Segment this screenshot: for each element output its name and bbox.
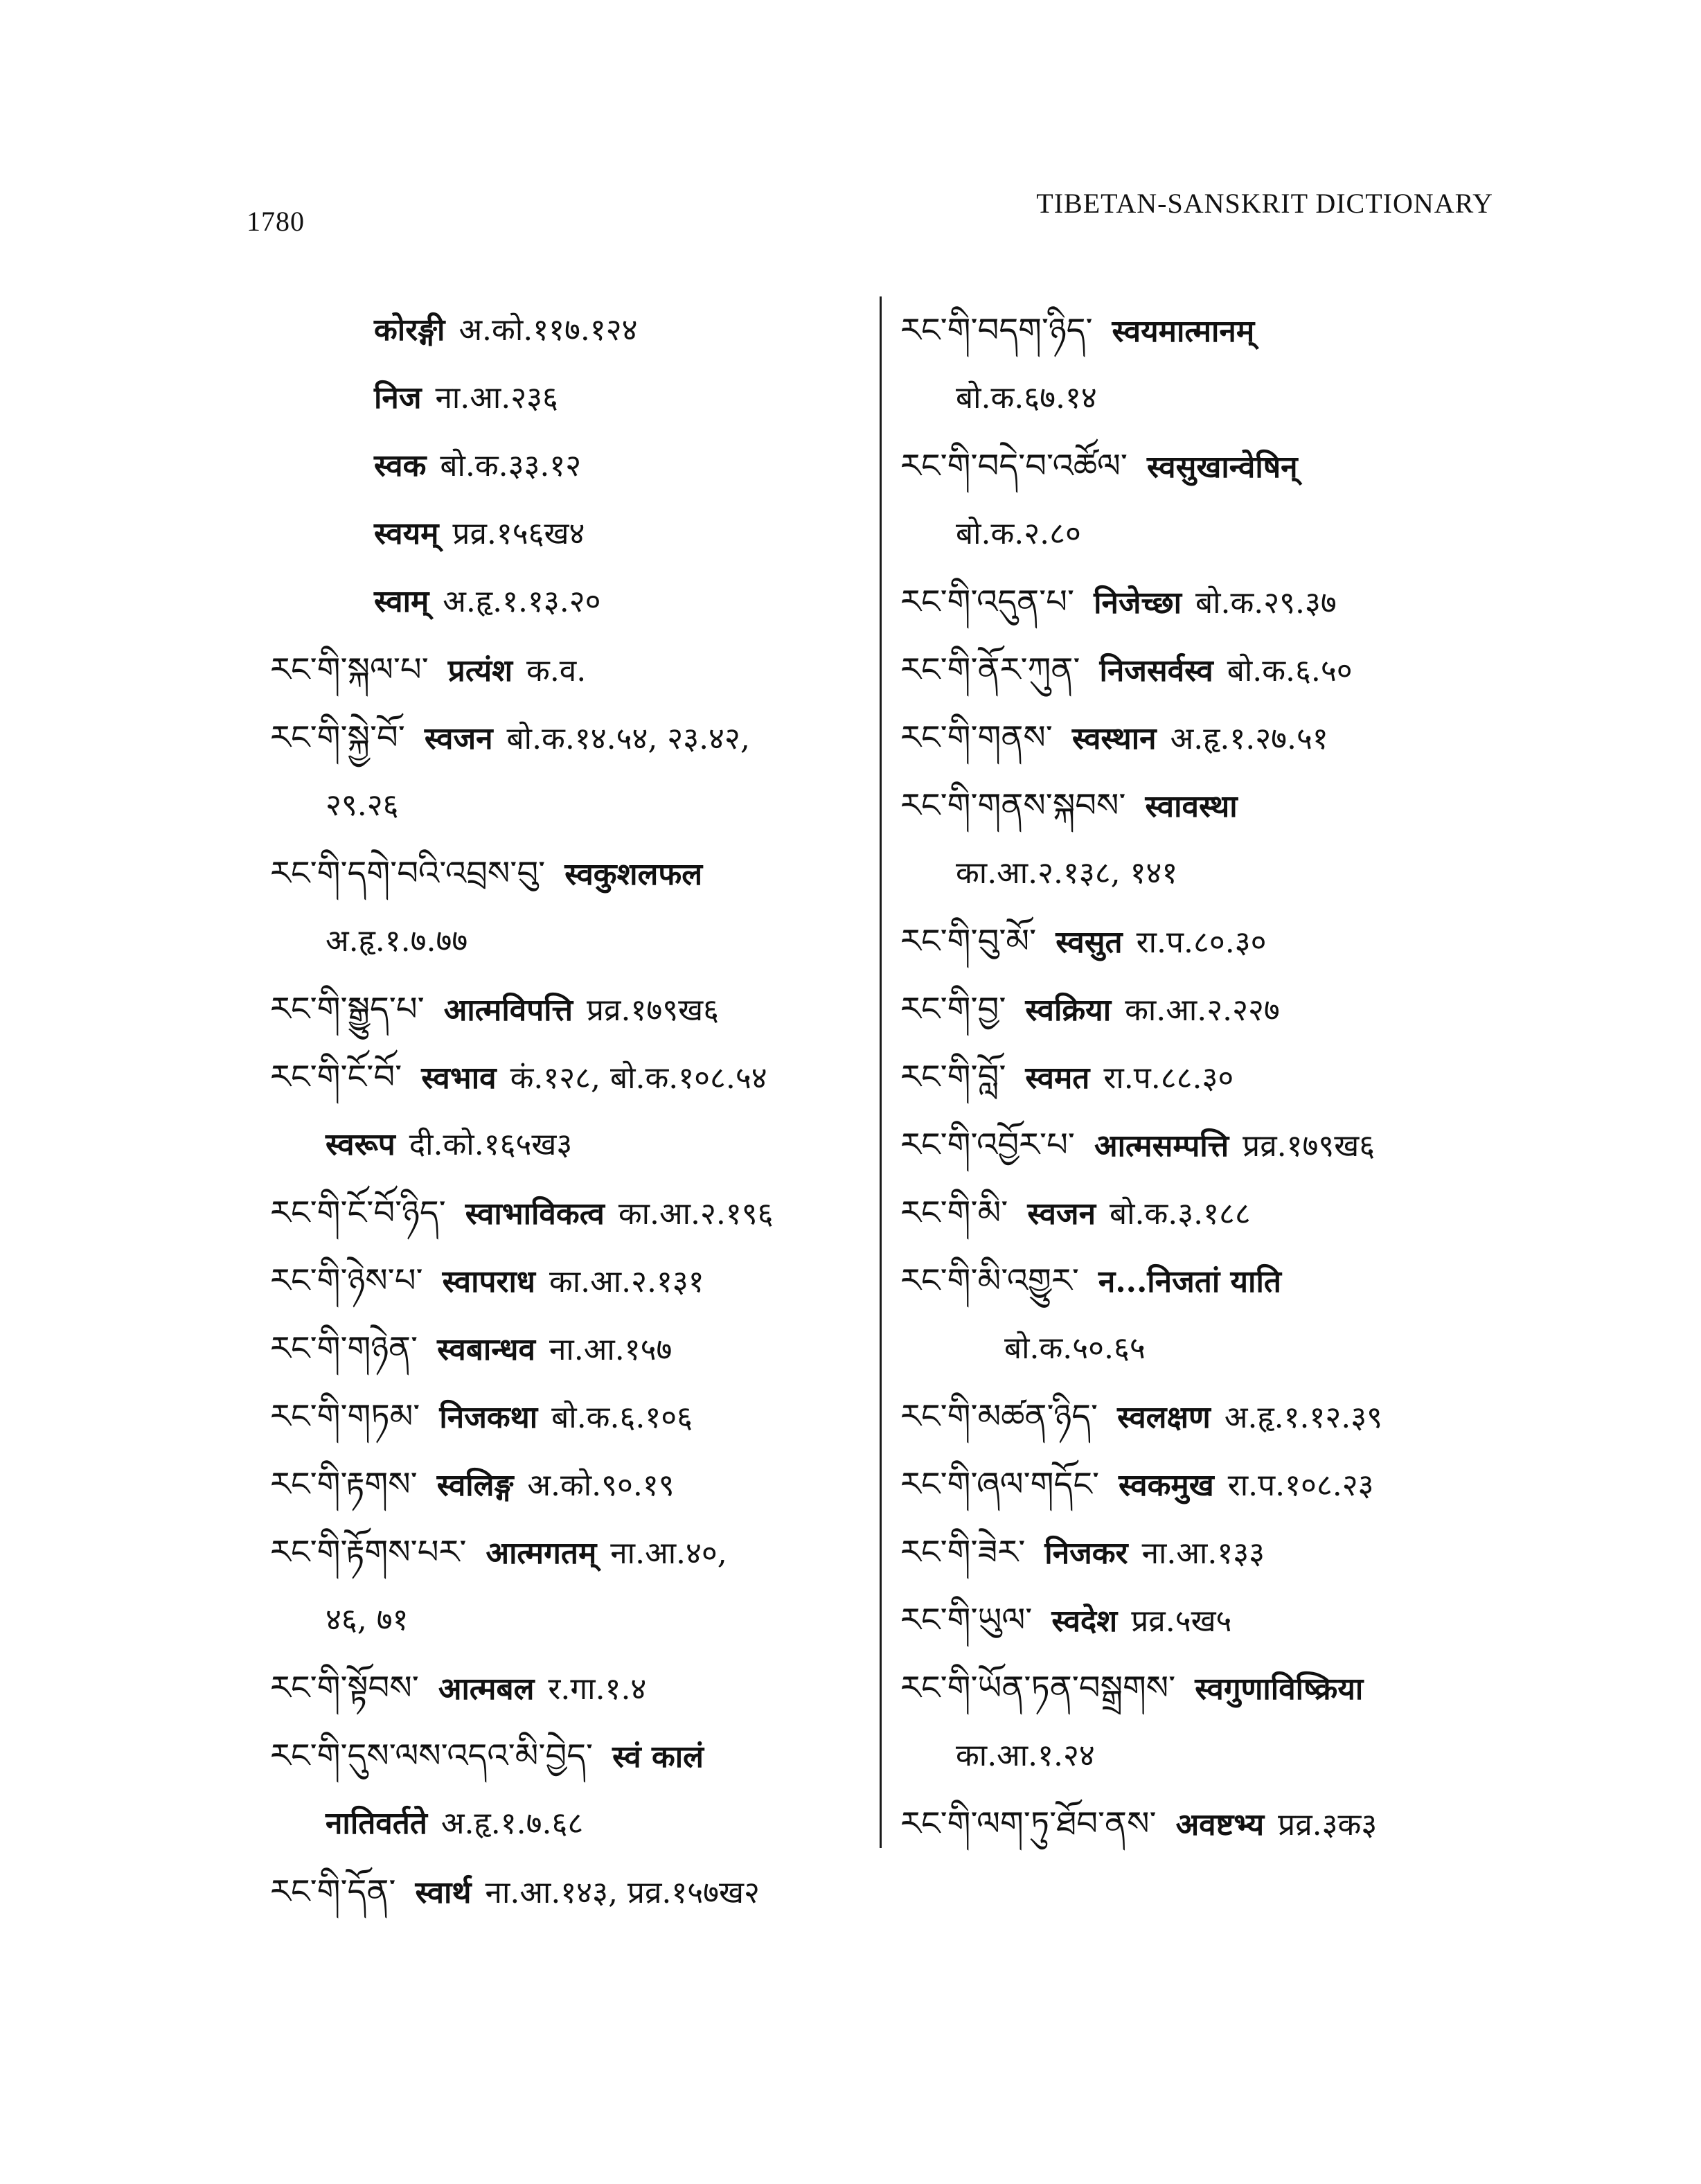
sanskrit-term: स्वं कालं xyxy=(612,1739,704,1775)
entry-line xyxy=(900,364,1496,432)
entry-line xyxy=(900,1383,1496,1450)
sanskrit-term: स्वमत xyxy=(1025,1060,1090,1096)
entry-line xyxy=(270,568,866,636)
entry-line xyxy=(270,1247,866,1315)
entry-line xyxy=(270,1111,866,1179)
reference: ४६, ७१ xyxy=(326,1602,409,1637)
tibetan-term: རང་གི་སྟོབས་ xyxy=(270,1669,419,1707)
sanskrit-term: निजकथा xyxy=(439,1400,538,1435)
entry-line xyxy=(270,1383,866,1450)
reference: ना.आ.४०, xyxy=(610,1536,727,1571)
entry-line xyxy=(900,1043,1496,1111)
sanskrit-term: स्वगुणाविष्क्रिया xyxy=(1195,1671,1364,1707)
reference: का.आ.२.१३८, १४१ xyxy=(956,855,1178,891)
tibetan-term: རང་གི་གཉེན་ xyxy=(270,1329,418,1368)
sanskrit-term: स्वयमात्मानम् xyxy=(1112,314,1255,349)
entry-line xyxy=(270,907,866,975)
tibetan-term: རང་གི་དགེ་བའི་འབྲས་བུ་ xyxy=(270,854,546,893)
sanskrit-term: स्वाभाविकत्व xyxy=(465,1196,605,1232)
reference: का.आ.२.१९६ xyxy=(618,1196,774,1232)
reference: र.गा.१.४ xyxy=(548,1671,647,1707)
entry-line xyxy=(900,296,1496,364)
tibetan-term: རང་གི་ཟེར་ xyxy=(900,1533,1026,1572)
reference: ना.आ.१५७ xyxy=(549,1332,673,1367)
entry-line xyxy=(270,704,866,772)
tibetan-term: རང་གི་བདག་ཉིད་ xyxy=(900,311,1093,350)
entry-line xyxy=(900,704,1496,772)
sanskrit-term: न...निजतां याति xyxy=(1098,1264,1281,1299)
sanskrit-term: स्वावस्था xyxy=(1145,789,1238,824)
sanskrit-term: स्वक्रिया xyxy=(1025,993,1112,1028)
entry-line xyxy=(900,432,1496,500)
sanskrit-term: आत्मसम्पत्ति xyxy=(1094,1128,1229,1164)
tibetan-term: རང་གི་ཉེས་པ་ xyxy=(270,1261,423,1300)
reference: क.व. xyxy=(526,653,587,689)
reference: बो.क.३३.१२ xyxy=(440,448,582,483)
sanskrit-term: स्वक xyxy=(374,448,427,483)
entry-line xyxy=(270,772,866,840)
sanskrit-term: स्वभाव xyxy=(421,1060,497,1096)
page-number: 1780 xyxy=(247,206,305,237)
tibetan-term: རང་གི་ངོ་བོ་ xyxy=(270,1058,402,1097)
sanskrit-term: स्वकुशलफल xyxy=(564,857,703,892)
sanskrit-term: स्वयम् xyxy=(374,516,439,551)
reference: प्रव्र.३क३ xyxy=(1278,1807,1378,1843)
sanskrit-term: निजेच्छा xyxy=(1094,585,1182,621)
column-divider xyxy=(880,296,882,1848)
reference: अ.हृ.१.१२.३९ xyxy=(1224,1400,1383,1435)
sanskrit-term: स्वलक्षण xyxy=(1117,1400,1211,1435)
entry-line xyxy=(900,1518,1496,1586)
reference: का.आ.२.२२७ xyxy=(1125,993,1280,1028)
sanskrit-term: आत्मविपत्ति xyxy=(443,993,573,1028)
entry-line xyxy=(270,1654,866,1722)
reference: अ.को.११७.१२४ xyxy=(458,312,638,348)
sanskrit-term: स्वार्थ xyxy=(415,1875,472,1910)
sanskrit-term: स्वसुत xyxy=(1056,925,1123,960)
reference: अ.हृ.१.७.६८ xyxy=(440,1806,584,1841)
tibetan-term: རང་གི་ཞལ་གདོང་ xyxy=(900,1465,1100,1504)
reference: अ.को.९०.१९ xyxy=(527,1468,675,1503)
reference: ना.आ.२३६ xyxy=(435,380,558,416)
entry-line xyxy=(270,1586,866,1654)
reference: बो.क.६.५० xyxy=(1227,653,1353,689)
entry-line xyxy=(900,1247,1496,1315)
entry-line xyxy=(900,636,1496,704)
entry-line xyxy=(900,1315,1496,1383)
reference: रा.प.८०.३० xyxy=(1136,925,1267,960)
entry-line xyxy=(270,1450,866,1518)
reference: बो.क.२९.३७ xyxy=(1195,585,1337,621)
tibetan-term: རང་གི་གནས་སྐབས་ xyxy=(900,786,1126,825)
sanskrit-term: अवष्टभ्य xyxy=(1175,1807,1265,1843)
reference: अ.हृ.१.१३.२० xyxy=(443,584,601,619)
reference: बो.क.१४.५४, २३.४२, xyxy=(506,721,750,756)
reference: दी.को.१६५ख३ xyxy=(409,1127,573,1162)
reference: प्रव्र.१७९ख६ xyxy=(1243,1128,1375,1164)
entry-line xyxy=(270,1790,866,1858)
entry-line xyxy=(900,1450,1496,1518)
reference: कं.१२८, बो.क.१०८.५४ xyxy=(510,1060,767,1096)
tibetan-term: རང་གི་རྟགས་ xyxy=(270,1465,418,1504)
tibetan-term: རང་གི་ནོར་ཀུན་ xyxy=(900,650,1080,689)
sanskrit-term: आत्मगतम् xyxy=(486,1536,597,1571)
entry-line xyxy=(900,1654,1496,1722)
entry-line xyxy=(900,1179,1496,1247)
entry-line xyxy=(270,1858,866,1926)
reference: ना.आ.१३३ xyxy=(1141,1536,1265,1571)
entry-line xyxy=(900,1586,1496,1654)
entry-line xyxy=(270,432,866,500)
sanskrit-term: स्वसुखान्वेषिन् xyxy=(1147,450,1298,485)
tibetan-term: རང་གི་སྒྱུད་པ་ xyxy=(270,990,425,1029)
tibetan-term: རང་གི་དོན་ xyxy=(270,1872,396,1911)
tibetan-term: རང་གི་ཡོན་ཏན་བསྒྲགས་ xyxy=(900,1669,1176,1707)
sanskrit-term: स्वबान्धव xyxy=(437,1332,535,1367)
entry-line xyxy=(270,975,866,1043)
reference: का.आ.२.१३१ xyxy=(549,1264,704,1299)
reference: बो.क.६७.१४ xyxy=(956,380,1097,416)
entry-line xyxy=(270,1315,866,1383)
tibetan-term: རང་གི་རྟོགས་པར་ xyxy=(270,1533,467,1572)
entry-line xyxy=(270,296,866,364)
tibetan-term: རང་གི་བུ་མོ་ xyxy=(900,922,1037,961)
sanskrit-term: स्वदेश xyxy=(1051,1604,1118,1639)
reference: अ.हृ.१.७.७७ xyxy=(326,923,468,959)
sanskrit-term: स्वलिङ्ग xyxy=(436,1468,514,1503)
entry-line xyxy=(270,1518,866,1586)
sanskrit-term: प्रत्यंश xyxy=(447,653,513,689)
tibetan-term: རང་གི་མི་འགྱུར་ xyxy=(900,1261,1079,1300)
sanskrit-term: निजकर xyxy=(1044,1536,1128,1571)
right-column xyxy=(900,296,1496,1848)
reference: प्रव्र.१७९ख६ xyxy=(586,993,719,1028)
reference: बो.क.६.१०६ xyxy=(551,1400,693,1435)
sanskrit-term: स्वजन xyxy=(424,721,493,756)
entry-line xyxy=(900,568,1496,636)
entry-line xyxy=(900,500,1496,568)
sanskrit-term: निज xyxy=(374,380,422,416)
tibetan-term: རང་གི་བྱ་ xyxy=(900,990,1006,1029)
tibetan-term: རང་གི་བདེ་བ་འཚོལ་ xyxy=(900,447,1128,486)
tibetan-term: རང་གི་ལག་ཏུ་ཐོབ་ནས་ xyxy=(900,1804,1157,1843)
sanskrit-term: निजसर्वस्व xyxy=(1099,653,1213,689)
sanskrit-term: नातिवर्तते xyxy=(326,1806,427,1841)
entry-line xyxy=(270,1722,866,1790)
tibetan-term: རང་གི་གཏམ་ xyxy=(270,1397,420,1436)
reference: २९.२६ xyxy=(326,788,399,823)
entry-line xyxy=(900,1790,1496,1858)
tibetan-term: རང་གི་སྐལ་པ་ xyxy=(270,650,429,689)
reference: प्रव्र.५ख५ xyxy=(1131,1604,1232,1639)
reference: अ.हृ.१.२७.५१ xyxy=(1170,721,1328,756)
sanskrit-term: कोरङ्गी xyxy=(374,312,445,348)
entry-line xyxy=(270,840,866,907)
reference: ना.आ.१४३, प्रव्र.१५७ख२ xyxy=(485,1875,760,1910)
sanskrit-term: स्वजन xyxy=(1027,1196,1096,1232)
entry-line xyxy=(270,636,866,704)
sanskrit-term: स्वकमुख xyxy=(1119,1468,1214,1503)
sanskrit-term: स्वापराध xyxy=(442,1264,535,1299)
entry-line xyxy=(270,364,866,432)
sanskrit-term: स्वाम् xyxy=(374,584,429,619)
entry-line xyxy=(900,772,1496,840)
reference: बो.क.२.८० xyxy=(956,516,1081,551)
tibetan-term: རང་གི་གནས་ xyxy=(900,718,1053,757)
entry-line xyxy=(900,907,1496,975)
reference: बो.क.५०.६५ xyxy=(1004,1331,1146,1366)
entry-line xyxy=(270,1179,866,1247)
running-head: TIBETAN-SANSKRIT DICTIONARY xyxy=(1036,188,1493,219)
entry-line xyxy=(270,1043,866,1111)
sanskrit-term: स्वरूप xyxy=(326,1127,395,1162)
tibetan-term: རང་གི་དུས་ལས་འདའ་མི་བྱེད་ xyxy=(270,1737,594,1775)
sanskrit-term: आत्मबल xyxy=(438,1671,535,1707)
entry-line xyxy=(900,975,1496,1043)
tibetan-term: རང་གི་མཚན་ཉིད་ xyxy=(900,1397,1098,1436)
entry-line xyxy=(900,1111,1496,1179)
tibetan-term: རང་གི་འདུན་པ་ xyxy=(900,583,1075,621)
tibetan-term: རང་གི་ངོ་བོ་ཉིད་ xyxy=(270,1193,446,1232)
sanskrit-term: स्वस्थान xyxy=(1071,721,1157,756)
left-column xyxy=(270,296,866,1911)
entry-line xyxy=(270,500,866,568)
reference: रा.प.८८.३० xyxy=(1103,1060,1234,1096)
tibetan-term: རང་གི་སྐྱེ་བོ་ xyxy=(270,718,405,757)
tibetan-term: རང་གི་འབྱོར་པ་ xyxy=(900,1126,1075,1164)
reference: बो.क.३.१८८ xyxy=(1110,1196,1251,1232)
entry-line xyxy=(900,1722,1496,1790)
reference: रा.प.१०८.२३ xyxy=(1227,1468,1374,1503)
reference: प्रव्र.१५६ख४ xyxy=(452,516,585,551)
reference: का.आ.१.२४ xyxy=(956,1738,1095,1773)
tibetan-term: རང་གི་མི་ xyxy=(900,1193,1008,1232)
tibetan-term: རང་གི་བློ་ xyxy=(900,1058,1006,1097)
tibetan-term: རང་གི་ཡུལ་ xyxy=(900,1601,1033,1640)
entry-line xyxy=(900,840,1496,907)
